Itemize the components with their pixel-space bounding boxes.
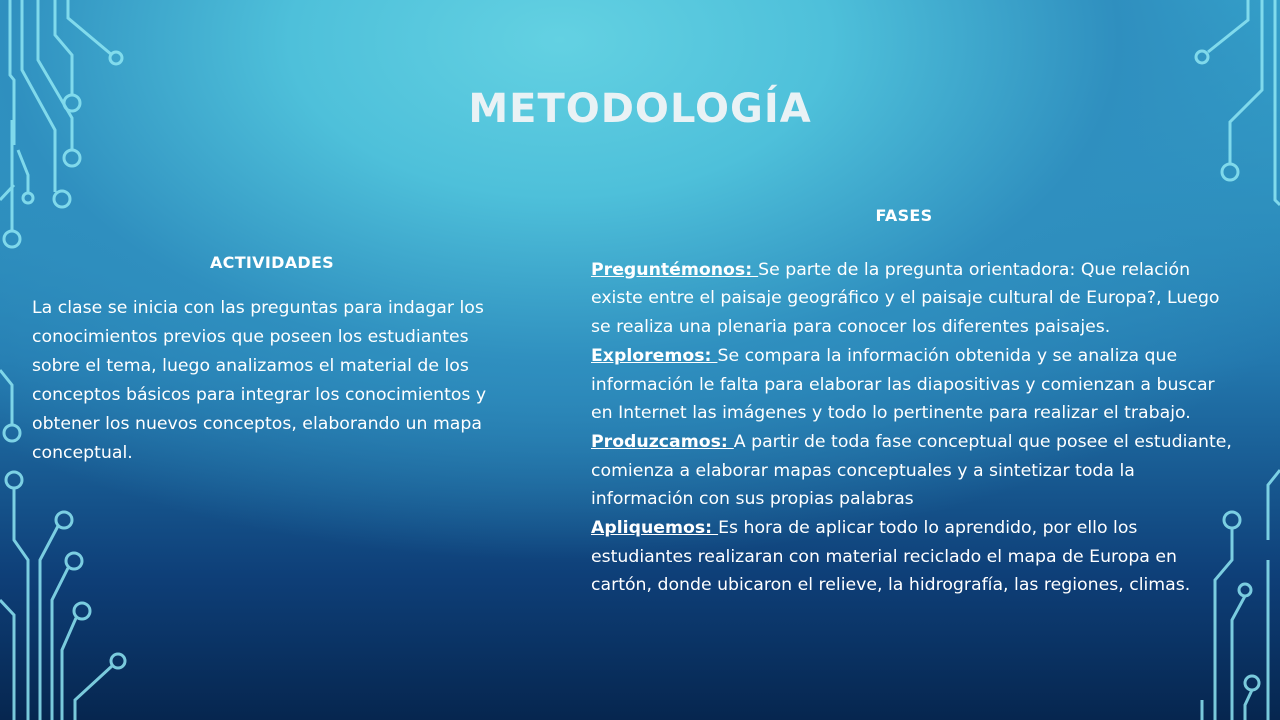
fases-heading: FASES — [875, 206, 933, 225]
slide-title: METODOLOGÍA — [468, 86, 812, 132]
fase-text: Es hora de aplicar todo lo aprendido, por ello los estudiantes realizaran con material reciclado el mapa de Europa en cartón, donde ubicaron el relieve, la hidrografía, las regiones, climas. — [591, 518, 1191, 596]
fase-text: Se parte de la pregunta orientadora: Que relación existe entre el paisaje geográfico y el paisaje cultural de Europa?, Luego se realiza una plenaria para conocer los diferentes paisajes. — [591, 259, 1220, 338]
fase-label: Exploremos: — [591, 345, 718, 366]
fase-apliquemos — [591, 514, 1241, 600]
fase-text: A partir de toda fase conceptual que posee el estudiante, comienza a elaborar mapas conceptuales y a sintetizar toda la información con sus propias palabras — [591, 431, 1232, 510]
fase-label: Apliquemos: — [591, 518, 719, 539]
actividades-heading: ACTIVIDADES — [209, 253, 335, 272]
actividades-text: La clase se inicia con las preguntas para indagar los conocimientos previos que poseen los estudiantes sobre el tema, luego analizamos el material de los conceptos básicos para integrar los conocimientos y obtener los nuevos conceptos, elaborando un mapa conceptual. — [32, 298, 487, 463]
fase-label: Preguntémonos: — [591, 259, 759, 280]
fase-exploremos — [591, 342, 1241, 428]
fase-label: Produzcamos: — [591, 431, 734, 452]
fases-section — [591, 202, 1241, 600]
fase-produzcamos — [591, 428, 1241, 514]
fase-text: Se compara la información obtenida y se analiza que información le falta para elaborar las diapositivas y comienzan a buscar en Internet las imágenes y todo lo pertinente para realizar el trabajo. — [591, 345, 1215, 424]
actividades-section — [32, 248, 512, 468]
fase-preguntemonos — [591, 256, 1241, 342]
